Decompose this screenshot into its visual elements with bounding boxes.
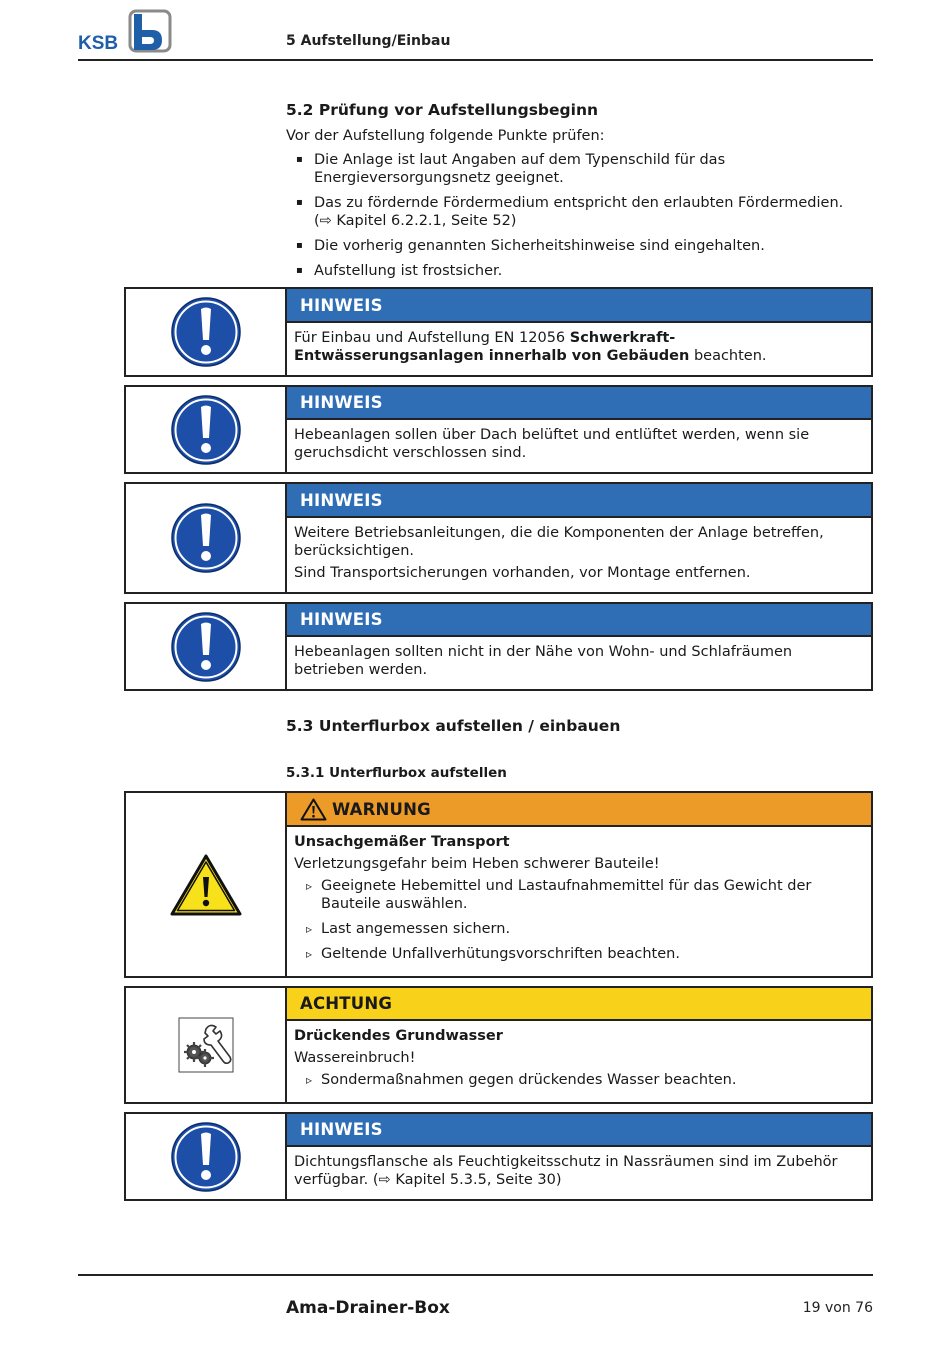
chapter-reference[interactable]: (⇨ Kapitel 6.2.2.1, Seite 52) bbox=[314, 213, 517, 229]
warning-small-icon bbox=[300, 798, 327, 821]
notice-label: HINWEIS bbox=[287, 289, 871, 323]
warning-triangle-icon bbox=[170, 853, 242, 917]
warning-text: Unsachgemäßer Transport Verletzungsgefahr beim Heben schwerer Bauteile! ▹ Geeignete Hebemittel und Lastaufnahmemittel für das Gewicht der Bauteile auswählen. ▹ Last angemessen sichern. ▹ Geltende Unfallverhütungsvorschriften beachten. bbox=[287, 827, 871, 976]
page-number: 19 von 76 bbox=[802, 1300, 873, 1316]
section-5-3-1-title: 5.3.1 Unterflurbox aufstellen bbox=[286, 765, 507, 781]
list-item: ▹ Geltende Unfallverhütungsvorschriften beachten. bbox=[294, 945, 861, 963]
warning-box bbox=[124, 791, 873, 978]
list-item: ▹ Geeignete Hebemittel und Lastaufnahmemittel für das Gewicht der Bauteile auswählen. bbox=[294, 877, 861, 913]
notice-icon-cell bbox=[126, 604, 287, 689]
warning-label: WARNUNG bbox=[287, 793, 871, 827]
exclamation-circle-icon bbox=[170, 1121, 242, 1193]
list-item: ▪ Die Anlage ist laut Angaben auf dem Typenschild für das Energieversorgungsnetz geeignet. bbox=[296, 151, 856, 187]
caution-text: Drückendes Grundwasser Wassereinbruch! ▹ Sondermaßnahmen gegen drückendes Wasser beachten. bbox=[287, 1021, 871, 1102]
exclamation-circle-icon bbox=[170, 502, 242, 574]
svg-text:KSB: KSB bbox=[78, 33, 119, 54]
chapter-title: 5 Aufstellung/Einbau bbox=[286, 33, 451, 49]
notice-text: Für Einbau und Aufstellung EN 12056 Schwerkraft-Entwässerungsanlagen innerhalb von Gebäuden beachten. bbox=[294, 330, 767, 364]
notice-icon-cell bbox=[126, 289, 287, 375]
list-item: ▪ Das zu fördernde Fördermedium entspricht den erlaubten Fördermedien. (⇨ Kapitel 6.2.2.1, Seite 52) bbox=[296, 194, 856, 230]
notice-box bbox=[124, 287, 873, 377]
notice-label: HINWEIS bbox=[287, 1114, 871, 1147]
notice-box bbox=[124, 1112, 873, 1201]
list-item: ▹ Last angemessen sichern. bbox=[294, 920, 861, 938]
list-item: ▪ Aufstellung ist frostsicher. bbox=[296, 262, 856, 280]
notice-icon-cell bbox=[126, 387, 287, 472]
notice-text: Dichtungsflansche als Feuchtigkeitsschutz in Nassräumen sind im Zubehör verfügbar. (⇨ Kapitel 5.3.5, Seite 30) bbox=[294, 1154, 838, 1188]
header-rule bbox=[78, 59, 873, 61]
notice-box bbox=[124, 385, 873, 474]
notice-text: Hebeanlagen sollten nicht in der Nähe von Wohn- und Schlafräumen betrieben werden. bbox=[294, 644, 793, 678]
caution-icon-cell bbox=[126, 988, 287, 1102]
notice-label: HINWEIS bbox=[287, 484, 871, 518]
caution-action-list bbox=[294, 1071, 861, 1089]
list-item: ▪ Die vorherig genannten Sicherheitshinweise sind eingehalten. bbox=[296, 237, 856, 255]
warning-action-list bbox=[294, 877, 861, 963]
section-5-2-title: 5.2 Prüfung vor Aufstellungsbeginn bbox=[286, 101, 599, 119]
notice-icon-cell bbox=[126, 484, 287, 592]
ksb-logo bbox=[78, 8, 178, 56]
section-5-2-intro: Vor der Aufstellung folgende Punkte prüfen: bbox=[286, 128, 605, 144]
checklist bbox=[296, 151, 856, 287]
warning-icon-cell bbox=[126, 793, 287, 976]
notice-label: HINWEIS bbox=[287, 387, 871, 420]
list-item: ▹ Sondermaßnahmen gegen drückendes Wasser beachten. bbox=[294, 1071, 861, 1089]
product-name: Ama-Drainer-Box bbox=[286, 1298, 450, 1318]
notice-icon-cell bbox=[126, 1114, 287, 1199]
footer-rule bbox=[78, 1274, 873, 1276]
notice-box bbox=[124, 482, 873, 594]
section-5-3-title: 5.3 Unterflurbox aufstellen / einbauen bbox=[286, 717, 621, 735]
notice-text: Hebeanlagen sollen über Dach belüftet und entlüftet werden, wenn sie geruchsdicht verschlossen sind. bbox=[294, 427, 810, 461]
machine-damage-icon bbox=[178, 1017, 234, 1073]
notice-box bbox=[124, 602, 873, 691]
caution-box bbox=[124, 986, 873, 1104]
exclamation-circle-icon bbox=[170, 394, 242, 466]
exclamation-circle-icon bbox=[170, 611, 242, 683]
exclamation-circle-icon bbox=[170, 296, 242, 368]
notice-label: HINWEIS bbox=[287, 604, 871, 637]
caution-label: ACHTUNG bbox=[287, 988, 871, 1021]
notice-text: Weitere Betriebsanleitungen, die die Komponenten der Anlage betreffen, berücksichtigen. Sind Transportsicherungen vorhanden, vor Montage entfernen. bbox=[294, 525, 824, 581]
